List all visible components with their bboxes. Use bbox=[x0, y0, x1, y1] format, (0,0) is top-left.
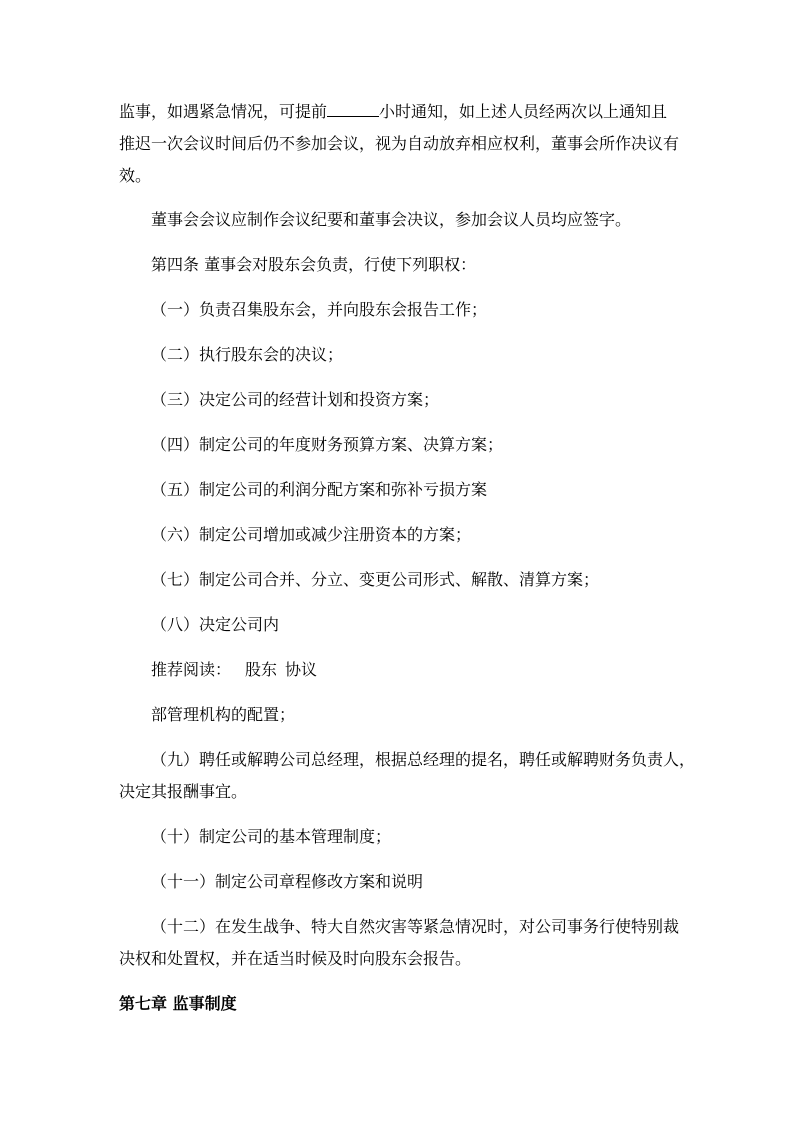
list-item: （四）制定公司的年度财务预算方案、决算方案； bbox=[151, 435, 504, 454]
list-item: （九）聘任或解聘公司总经理，根据总经理的提名，聘任或解聘财务负责人， bbox=[151, 750, 696, 769]
list-item: （十一）制定公司章程修改方案和说明 bbox=[151, 872, 424, 891]
paragraph-line bbox=[119, 102, 667, 122]
paragraph-line: 董事会会议应制作会议纪要和董事会决议，参加会议人员均应签字。 bbox=[151, 210, 632, 229]
blank-underline bbox=[327, 102, 379, 117]
list-item: （八）决定公司内 bbox=[151, 615, 280, 634]
recommend-label: 推荐阅读： bbox=[151, 660, 232, 679]
article-heading: 第四条 董事会对股东会负责，行使下列职权： bbox=[151, 255, 477, 274]
list-item: （一）负责召集股东会，并向股东会报告工作； bbox=[151, 300, 488, 319]
paragraph-line: 效。 bbox=[119, 166, 152, 185]
list-item: （十）制定公司的基本管理制度； bbox=[151, 827, 392, 846]
text-segment: 小时通知，如上述人员经两次以上通知且 bbox=[379, 102, 668, 121]
list-item: （二）执行股东会的决议； bbox=[151, 345, 344, 364]
list-item: （七）制定公司合并、分立、变更公司形式、解散、清算方案； bbox=[151, 570, 600, 589]
recommend-link-agreement[interactable]: 协议 bbox=[285, 660, 318, 679]
paragraph-line: 推迟一次会议时间后仍不参加会议，视为自动放弃相应权利，董事会所作决议有 bbox=[119, 134, 680, 153]
list-item-continued: 决定其报酬事宜。 bbox=[119, 782, 248, 801]
list-item: （十二）在发生战争、特大自然灾害等紧急情况时，对公司事务行使特别裁 bbox=[151, 917, 680, 936]
list-item: （五）制定公司的利润分配方案和弥补亏损方案 bbox=[151, 480, 488, 499]
recommend-link-shareholder[interactable]: 股东 bbox=[245, 660, 278, 679]
list-item: （三）决定公司的经营计划和投资方案； bbox=[151, 390, 440, 409]
chapter-heading: 第七章 监事制度 bbox=[119, 994, 237, 1013]
text-segment: 监事，如遇紧急情况，可提前 bbox=[119, 102, 328, 121]
list-item-continued: 决权和处置权，并在适当时候及时向股东会报告。 bbox=[119, 949, 472, 968]
list-item: （六）制定公司增加或减少注册资本的方案； bbox=[151, 525, 472, 544]
recommend-reading bbox=[151, 660, 317, 680]
paragraph-line: 部管理机构的配置； bbox=[151, 705, 296, 724]
